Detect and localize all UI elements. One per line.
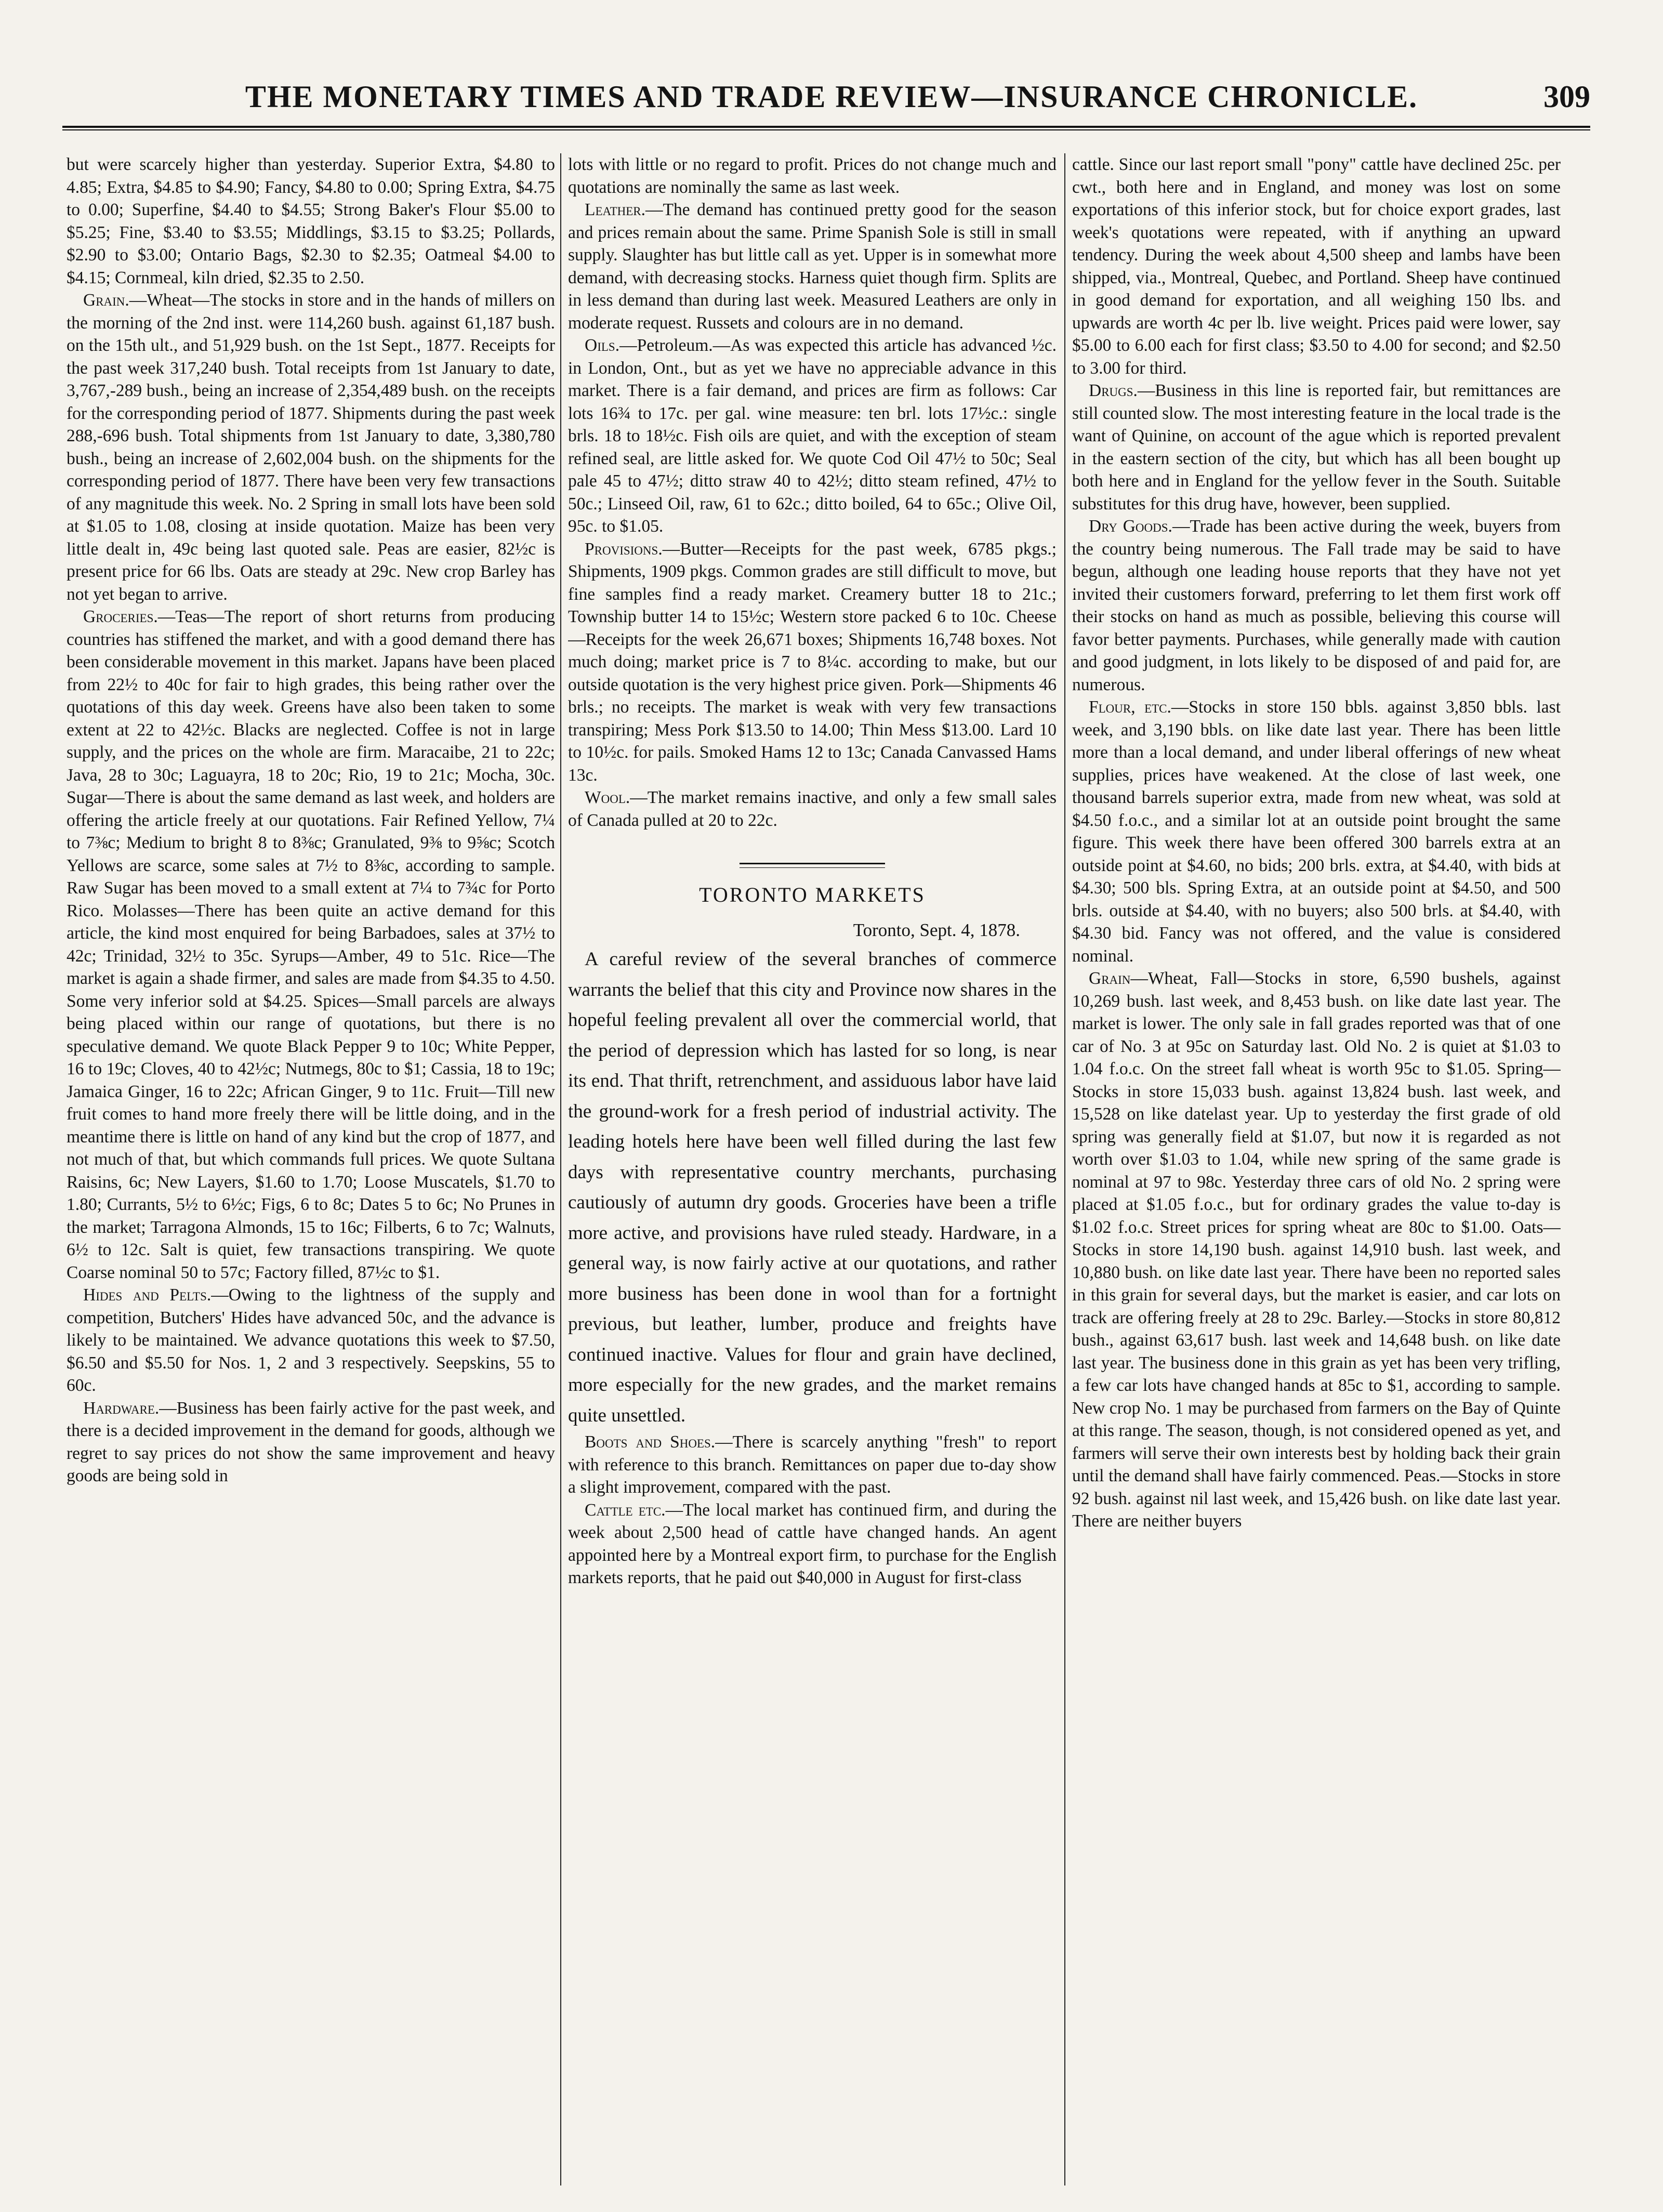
- article-grain: [67, 289, 555, 605]
- article-cattle: [568, 1499, 1057, 1589]
- section-head-provisions: Provisions.: [585, 539, 663, 559]
- article-wool: [568, 786, 1057, 832]
- article-boots: [568, 1431, 1057, 1499]
- page-number: 309: [1543, 80, 1590, 114]
- article-body: —Wheat—The stocks in store and in the hands of millers on the morning of the 2nd inst. were 114,260 bush. against 61,187 bush. on the 15th ult., and 51,929 bush. on the 1st Sept., 1877. Receipts for the past week 317,240 bush. Total receipts from 1st January to date, 3,767,-289 bush., being an increase of 2,354,489 bush. on the receipts for the corresponding period of 1877. Shipments during the past week 288,-696 bush. Total shipments from 1st January to date, 3,380,780 bush., being an increase of 2,602,004 bush. on the shipments for the corresponding period of 1877. There have been very few transactions of any magnitude this week. No. 2 Spring in small lots have been sold at $1.05 to 1.08, closing at inside quotation. Maize has been very little dealt in, 49c being last quoted sale. Peas are easier, 82½c is present price for 66 lbs. Oats are steady at 29c. New crop Barley has not yet began to arrive.: [67, 291, 555, 604]
- section-head-dry-goods: Dry Goods.: [1089, 517, 1172, 536]
- section-head-oils: Oils.: [585, 336, 620, 355]
- article-hides: [67, 1284, 555, 1397]
- section-head-drugs: Drugs.: [1089, 381, 1138, 400]
- article-body: —Stocks in store 150 bbls. against 3,850 bbls. last week, and 3,190 bbls. on like date last year. There has been little more than a local demand, and under liberal offerings of new wheat supplies, prices have weakened. At the close of last week, one thousand barrels superior extra, made from new wheat, was sold at $4.50 f.o.c., and a similar lot at an outside point brought the same figure. This week there have been offered 300 barrels extra at an outside point at $4.60, no bids; 200 brls. extra, at $4.40, with bids at $4.30; 500 bls. Spring Extra, at an outside point at $4.50, and 500 brls. outside at $4.40, with no buyers; also 500 brls. at $4.40, with $4.30 bid. Fancy was not offered, and the value is considered nominal.: [1072, 697, 1561, 966]
- article-body: —Business in this line is reported fair, but remittances are still counted slow. The most interesting feature in the local trade is the want of Quinine, on account of the ague which is reported prevalent in the eastern section of the city, but which has all been bought up both here and in England for the yellow fever in the South. Suitable substitutes for this drug have, however, been supplied.: [1072, 381, 1561, 514]
- column-divider: [1064, 153, 1065, 2185]
- section-head-grain: Grain.: [83, 291, 129, 310]
- section-head-wool: Wool.: [585, 788, 630, 807]
- section-head-groceries: Groceries.: [83, 607, 158, 626]
- article-body: —The local market has continued firm, and during the week about 2,500 head of cattle have changed hands. An agent appointed here by a Montreal export firm, to purchase for the English markets reports, that he paid out $40,000 in August for first-class: [568, 1500, 1057, 1587]
- article-body: —The demand has continued pretty good for the season and prices remain about the same. Prime Spanish Sole is still in small supply. Slaughter has but little call as yet. Upper is in somewhat more demand, with decreasing stocks. Harness quiet though firm. Splits are in less demand than during last week. Measured Leathers are only in moderate request. Russets and colours are in no demand.: [568, 200, 1057, 333]
- section-head-hides: Hides and Pelts.: [83, 1285, 212, 1305]
- article-grain-toronto: [1072, 967, 1561, 1533]
- article-dry-goods: [1072, 515, 1561, 696]
- article-body: —Petroleum.—As was expected this article has advanced ½c. in London, Ont., but as yet we have no appreciable advance in this market. There is a fair demand, and prices are firm as follows: Car lots 16¾ to 17c. per gal. wine measure: ten brl. lots 17½c.: single brls. 18 to 18½c. Fish oils are quiet, and with the exception of steam refined seal, are little asked for. We quote Cod Oil 47½ to 50c; Seal pale 45 to 47½; ditto straw 40 to 42½; ditto steam refined, 47½ to 50c.; Linseed Oil, raw, 61 to 62c.; ditto boiled, 64 to 65c.; Olive Oil, 95c. to $1.05.: [568, 336, 1057, 536]
- article-provisions: [568, 538, 1057, 787]
- article-body: —Owing to the lightness of the supply and competition, Butchers' Hides have advanced 50c, and the advance is likely to be maintained. We advance quotations this week to $7.50, $6.50 and $5.50 for Nos. 1, 2 and 3 respectively. Seepskins, 55 to 60c.: [67, 1285, 555, 1395]
- article-body: —Trade has been active during the week, buyers from the country being numerous. The Fall trade may be said to have begun, although one leading house reports that they have not yet invited their customers forward, preferring to let them first work off their stocks on hand as much as possible, believing this course will favor better payments. Purchases, while generally made with caution and good judgment, in lots likely to be disposed of and paid for, are numerous.: [1072, 517, 1561, 694]
- section-head-boots: Boots and Shoes.: [585, 1432, 716, 1452]
- toronto-dateline: Toronto, Sept. 4, 1878.: [853, 919, 1020, 940]
- article-hardware: [67, 1397, 555, 1487]
- article-oils: [568, 334, 1057, 538]
- section-separator-rule: [740, 863, 885, 868]
- article-body: —The market remains inactive, and only a few small sales of Canada pulled at 20 to 22c.: [568, 788, 1057, 830]
- article-body: —Teas—The report of short returns from producing countries has stiffened the market, and with a good demand there has been considerable movement in this market. Japans have been placed from 22½ to 40c for fair to high grades, this being rather over the quotations of this day week. Greens have also been taken to some extent at 22 to 42½c. Blacks are neglected. Coffee is not in large supply, and the prices on the whole are firm. Maracaibe, 21 to 22c; Java, 28 to 30c; Laguayra, 18 to 20c; Rio, 19 to 21c; Mocha, 30c. Sugar—There is about the same demand as last week, and holders are offering the article freely at our quotations. Fair Refined Yellow, 7¼ to 7⅜c; Medium to bright 8 to 8⅜c; Granulated, 9⅜ to 9⅝c; Scotch Yellows are scarce, some sales at 7½ to 8⅜c, according to sample. Raw Sugar has been moved to a small extent at 7¼ to 7¾c for Porto Rico. Molasses—There has been quite an active demand for this article, the kind most enquired for being Barbadoes, sales at 37½ to 42c; Trinidad, 32½ to 35c. Syrups—Amber, 49 to 51c. Rice—The market is again a shade firmer, and sales are made from $4.35 to 4.50. Some very inferior sold at $4.25. Spices—Small parcels are always being placed within our range of quotations, but there is no speculative demand. We quote Black Pepper 9 to 10c; White Pepper, 16 to 19c; Cloves, 40 to 42½c; Nutmegs, 80c to $1; Cassia, 18 to 19c; Jamaica Ginger, 16 to 22c; African Ginger, 9 to 11c. Fruit—Till new fruit comes to hand more freely there will be little doing, and in the meantime there is little on hand of any kind but the crop of 1877, and not much of that, but which commands full prices. We quote Sultana Raisins, 6c; New Layers, $1.60 to 1.70; Loose Muscatels, $1.70 to 1.80; Currants, 5½ to 6½c; Figs, 6 to 8c; Dates 5 to 6c; No Prunes in the market; Tarragona Almonds, 15 to 16c; Filberts, 6 to 7c; Walnuts, 6½ to 12c. Salt is quiet, few transactions transpiring. We quote Coarse nominal 50 to 57c; Factory filled, 87½c to $1.: [67, 607, 555, 1282]
- section-head-hardware: Hardware.: [83, 1398, 160, 1418]
- toronto-markets-title: TORONTO MARKETS: [699, 883, 926, 906]
- masthead-title: THE MONETARY TIMES AND TRADE REVIEW—INSURANCE CHRONICLE.: [245, 80, 1418, 114]
- cattle-continued: cattle. Since our last report small "pony" cattle have declined 25c. per cwt., both here and in England, and money was lost on some exportations of this inferior stock, but for choice export grades, last week's quotations were repeated, with if anything an upward tendency. During the week about 4,500 sheep and lambs have been shipped, via., Montreal, Quebec, and Portland. Sheep have continued in good demand for exportation, and all weighing 150 lbs. and upwards are worth 4c per lb. live weight. Prices paid were lower, say $5.00 to 6.00 each for first class; $3.50 to 4.00 for second; and $2.50 to 3.00 for third.: [1072, 155, 1561, 378]
- flour-prices-continued: but were scarcely higher than yesterday. Superior Extra, $4.80 to 4.85; Extra, $4.85 to $4.90; Fancy, $4.80 to 0.00; Spring Extra, $4.75 to 0.00; Superfine, $4.40 to $4.55; Strong Baker's Flour $5.00 to $5.25; Fine, $3.40 to $3.55; Middlings, $3.15 to $3.25; Pollards, $2.90 to $3.00; Ontario Bags, $2.30 to $2.35; Oatmeal $4.00 to $4.15; Cornmeal, kiln dried, $2.35 to 2.50.: [67, 155, 555, 287]
- text-column-3: [1072, 153, 1561, 2188]
- section-head-cattle: Cattle etc.: [585, 1500, 666, 1520]
- hardware-continued: lots with little or no regard to profit. Prices do not change much and quotations are nominally the same as last week.: [568, 155, 1057, 197]
- page-header: [62, 62, 1590, 125]
- article-leather: [568, 199, 1057, 334]
- article-body: —Business has been fairly active for the past week, and there is a decided improvement in the demand for goods, although we regret to say prices do not show the same improvement and heavy goods are being sold in: [67, 1398, 555, 1485]
- text-column-1: [67, 153, 555, 2188]
- text-column-2: [568, 153, 1057, 2188]
- article-body: —Wheat, Fall—Stocks in store, 6,590 bushels, against 10,269 bush. last week, and 8,453 bush. on like date last year. The market is lower. The only sale in fall grades reported was that of one car of No. 3 at 95c on Saturday last. Old No. 2 is quiet at $1.03 to 1.04 f.o.c. On the street fall wheat is worth 95c to $1.05. Spring—Stocks in store 15,033 bush. against 13,824 bush. last week, and 15,528 on like datelast year. Up to yesterday the first grade of old spring was generally field at $1.07, but now it is regarded as not worth over $1.03 to 1.04, while new spring of the same grade is nominal at 97 to 98c. Yesterday three cars of old No. 2 spring were placed at $1.05 f.o.c., but for ordinary grades the value to-day is $1.02 f.o.c. Street prices for spring wheat are 80c to $1.00. Oats—Stocks in store 14,190 bush. against 14,910 bush. last week, and 10,880 bush. on like date last year. There have been no reported sales in this grain for several days, but the market is easier, and car lots on track are offering freely at 28 to 29c. Barley.—Stocks in store 80,812 bush., against 63,617 bush. last week and 14,648 bush. on like date last year. The business done in this grain as yet has been very trifling, a few car lots have changed hands at 85c to $1, according to sample. New crop No. 1 may be purchased from farmers on the Bay of Quinte at this range. The season, though, is not considered opened as yet, and farmers will serve their own interests best by holding back their grain until the demand shall have fairly commenced. Peas.—Stocks in store 92 bush. against nil last week, and 15,426 bush. on like date last year. There are neither buyers: [1072, 969, 1561, 1531]
- column-divider: [560, 153, 561, 2185]
- section-head-flour: Flour, etc.: [1089, 697, 1171, 717]
- article-groceries: [67, 605, 555, 1284]
- article-body: —There is scarcely anything "fresh" to report with reference to this branch. Remittances on paper due to-day show a slight improvement, compared with the past.: [568, 1432, 1057, 1497]
- article-body: —Butter—Receipts for the past week, 6785 pkgs.; Shipments, 1909 pkgs. Common grades are still difficult to move, but fine samples find a ready market. Creamery butter 18 to 21c.; Township butter 14 to 15½c; Western store packed 6 to 10c. Cheese—Receipts for the week 26,671 boxes; Shipments 16,748 boxes. Not much doing; market price is 7 to 8¼c. according to make, but our outside quotation is the very highest price given. Pork—Shipments 46 brls.; no receipts. The market is weak with very few transactions transpiring; Mess Pork $13.50 to 14.00; Thin Mess $13.00. Lard 10 to 10½c. for pails. Smoked Hams 12 to 13c; Canada Canvassed Hams 13c.: [568, 539, 1057, 785]
- header-double-rule: [62, 126, 1590, 130]
- section-head-grain-toronto: Grain: [1089, 969, 1131, 988]
- article-drugs: [1072, 379, 1561, 515]
- article-flour: [1072, 696, 1561, 967]
- toronto-intro: A careful review of the several branches of commerce warrants the belief that this city and Province now shares in the hopeful feeling prevalent all over the commercial world, that the period of depression which has lasted for so long, is near its end. That thrift, retrenchment, and assiduous labor have laid the ground-work for a fresh period of industrial activity. The leading hotels here have been well filled during the last few days with representative country merchants, purchasing cautiously of autumn dry goods. Groceries have been a trifle more active, and provisions have ruled steady. Hardware, in a general way, is now fairly active at our quotations, and rather more business has been done in wool than for a fortnight previous, but leather, lumber, produce and freights have continued inactive. Values for flour and grain have declined, more especially for the new grades, and the market remains quite unsettled.: [568, 949, 1057, 1426]
- section-head-leather: Leather.: [585, 200, 645, 219]
